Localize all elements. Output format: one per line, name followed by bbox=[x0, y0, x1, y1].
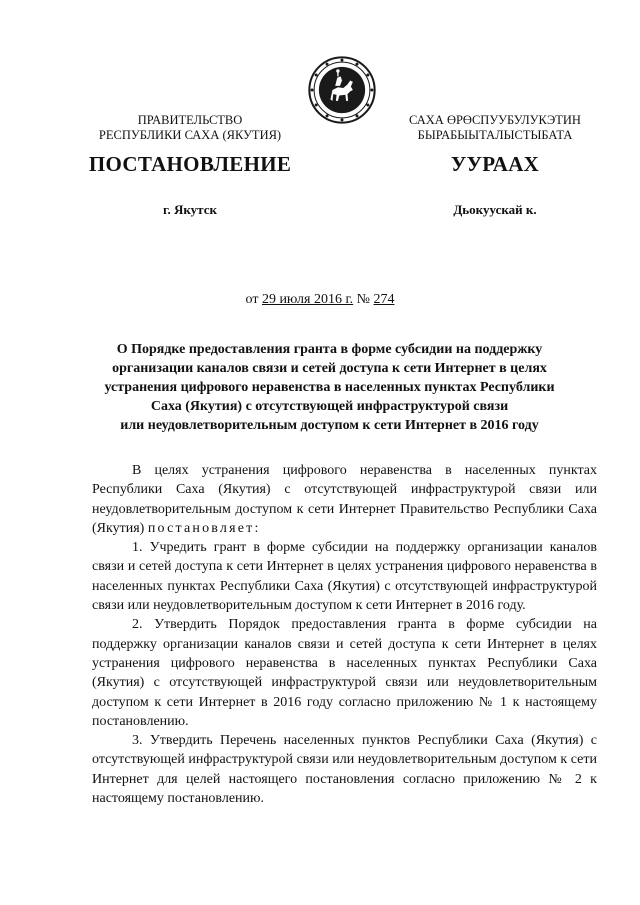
item-1-paragraph: 1. Учредить грант в форме субсидии на поддержку организации каналов связи и сетей доступа к сети Интернет в целях устранения цифрового неравенства в населенных пунктах Республики Саха (Якутия) с отсутствующей инфраструктурой связи или неудовлетворительным доступом к сети Интернет в 2016 году. bbox=[92, 540, 597, 614]
document-title bbox=[92, 340, 567, 435]
intro-text: В целях устранения цифрового неравенства в населенных пунктах Республики Саха (Якутия) с отсутствующей инфраструктурой связи или неудовлетворительным доступом к сети Интернет Правительство Республики Саха (Якутия) bbox=[92, 463, 597, 536]
resolution-verb: постановляет: bbox=[147, 520, 261, 536]
document-body bbox=[92, 461, 597, 808]
government-name-ru bbox=[60, 113, 320, 143]
government-name-sah bbox=[380, 113, 610, 143]
document-date: 29 июля 2016 г. bbox=[261, 292, 354, 307]
number-sign: № bbox=[353, 292, 374, 307]
date-prefix: от bbox=[245, 292, 262, 307]
city-ru: г. Якутск bbox=[163, 202, 217, 217]
government-line-1: ПРАВИТЕЛЬСТВО bbox=[137, 113, 243, 127]
government-line-1-sah: САХА ӨРӨСПУУБУЛУКЭТИН bbox=[409, 113, 581, 127]
government-line-2: РЕСПУБЛИКИ САХА (ЯКУТИЯ) bbox=[98, 128, 282, 142]
item-3-paragraph: 3. Утвердить Перечень населенных пунктов Республики Саха (Якутия) с отсутствующей инфраструктурой связи или неудовлетворительным доступом к сети Интернет для целей настоящего постановления согласно приложению № 2 к настоящему постановлению. bbox=[92, 733, 597, 807]
title-line: или неудовлетворительным доступом к сети Интернет в 2016 году bbox=[120, 418, 539, 433]
title-line: О Порядке предоставления гранта в форме субсидии на поддержку bbox=[116, 342, 543, 357]
title-line: Саха (Якутия) с отсутствующей инфраструктурой связи bbox=[150, 399, 509, 414]
title-line: организации каналов связи и сетей доступа к сети Интернет в целях bbox=[112, 361, 547, 376]
document-type-sah: УУРААХ bbox=[450, 152, 540, 176]
intro-paragraph bbox=[92, 461, 597, 538]
document-type-ru: ПОСТАНОВЛЕНИЕ bbox=[88, 152, 292, 176]
government-line-2-sah: БЫРАБЫЫТАЛЫСТЫБАТА bbox=[417, 128, 573, 142]
item-2-paragraph: 2. Утвердить Порядок предоставления гранта в форме субсидии на поддержку организации каналов связи и сетей доступа к сети Интернет в целях устранения цифрового неравенства в населенных пунктах Республики Саха (Якутия) с отсутствующей инфраструктурой связи или неудовлетворительным доступом к сети Интернет в 2016 году согласно приложению № 1 к настоящему постановлению. bbox=[92, 617, 597, 729]
document-number: 274 bbox=[373, 292, 395, 307]
document-date-line bbox=[0, 292, 640, 308]
title-line: устранения цифрового неравенства в населенных пунктах Республики bbox=[104, 380, 555, 395]
city-sah: Дьокуускай к. bbox=[453, 202, 537, 217]
